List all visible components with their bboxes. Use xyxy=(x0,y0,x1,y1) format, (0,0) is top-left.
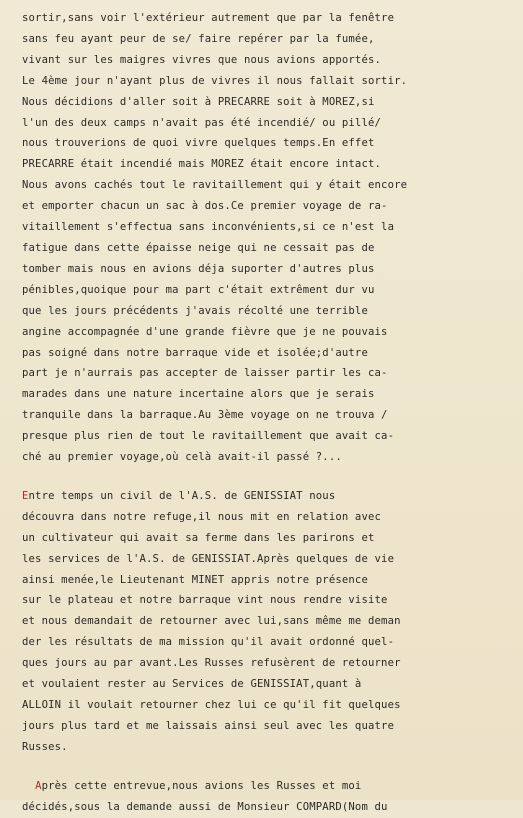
red-initial-letter: A xyxy=(35,779,42,792)
text-line: que les jours précédents j'avais récolté une terrible xyxy=(22,304,368,317)
text-line xyxy=(22,776,513,797)
text-line: der les résultats de ma mission qu'il avait ordonné quel- xyxy=(22,636,395,649)
text-line: Nous décidions d'aller soit à PRECARRE soit à MOREZ,si xyxy=(22,95,375,108)
text-line: l'un des deux camps n'avait pas été incendié/ ou pillé/ xyxy=(22,116,382,129)
text-line: Russes. xyxy=(22,740,68,753)
text-line: vitaillement s'effectua sans inconvénients,si ce n'est la xyxy=(22,221,395,234)
text-line: Le 4ème jour n'ayant plus de vivres il nous fallait sortir. xyxy=(22,74,408,87)
text-line: ché au premier voyage,où celà avait-il passé ?... xyxy=(22,451,342,464)
text-line: presque plus rien de tout le ravitaillement que avait ca- xyxy=(22,430,395,443)
text-line: sortir,sans voir l'extérieur autrement que par la fenêtre xyxy=(22,12,395,24)
paragraph-gap xyxy=(22,468,513,486)
text-line: ques jours au par avant.Les Russes refusèrent de retourner xyxy=(22,657,401,670)
text-line: ainsi menée,le Lieutenant MINET appris notre présence xyxy=(22,573,368,586)
text-line: tomber mais nous en avions déja suporter d'autres plus xyxy=(22,262,375,275)
text-line: Nous avons cachés tout le ravitaillement qui y était encore xyxy=(22,179,408,192)
text-line: et voulaient rester au Services de GENISSIAT,quant à xyxy=(22,678,362,691)
text-line: découvra dans notre refuge,il nous mit en relation avec xyxy=(22,510,382,523)
text-line: jours plus tard et me laissais ainsi seul avec les quatre xyxy=(22,719,395,732)
text-line: les services de l'A.S. de GENISSIAT.Après quelques de vie xyxy=(22,552,395,565)
text-line: tranquile dans la barraque.Au 3ème voyage on ne trouva / xyxy=(22,409,388,422)
text-line: vivant sur les maigres vivres que nous avions apportés. xyxy=(22,53,382,66)
text-line: part je n'aurrais pas accepter de laisser partir les ca- xyxy=(22,367,388,380)
text-line: pas soigné dans notre barraque vide et isolée;d'autre xyxy=(22,346,368,359)
paragraph-2 xyxy=(22,486,513,758)
text-line: PRECARRE était incendié mais MOREZ était encore intact. xyxy=(22,158,382,171)
text-line: sans feu ayant peur de se/ faire repérer par la fumée, xyxy=(22,32,375,45)
text-line: décidés,sous la demande aussi de Monsieur COMPARD(Nom du xyxy=(22,800,388,813)
text-line: et nous demandait de retourner avec lui,sans même me deman xyxy=(22,615,401,628)
text-line-rest: ntre temps un civil de l'A.S. de GENISSIAT nous xyxy=(28,489,336,502)
paragraph-3 xyxy=(22,776,513,818)
text-line: nous trouverions de quoi vivre quelques temps.En effet xyxy=(22,137,375,150)
text-line: angine accompagnée d'une grande fièvre que je ne pouvais xyxy=(22,325,388,338)
text-line: un cultivateur qui avait sa ferme dans les parirons et xyxy=(22,531,375,544)
paragraph-1 xyxy=(22,8,513,468)
text-line: marades dans une nature incertaine alors que je serais xyxy=(22,388,375,401)
text-line-rest: près cette entrevue,nous avions les Russes et moi xyxy=(41,779,362,792)
text-line xyxy=(22,486,513,507)
text-line: ALLOIN il voulait retourner chez lui ce qu'il fit quelques xyxy=(22,699,401,711)
text-line: fatigue dans cette épaisse neige qui ne cessait pas de xyxy=(22,241,375,254)
text-line: sur le plateau et notre barraque vint nous rendre visite xyxy=(22,594,388,607)
text-line: pénibles,quoique pour ma part c'était extrêment dur vu xyxy=(22,283,375,296)
red-initial-letter: E xyxy=(22,489,29,502)
paragraph-gap xyxy=(22,758,513,776)
text-line: et emporter chacun un sac à dos.Ce premier voyage de ra- xyxy=(22,200,388,213)
